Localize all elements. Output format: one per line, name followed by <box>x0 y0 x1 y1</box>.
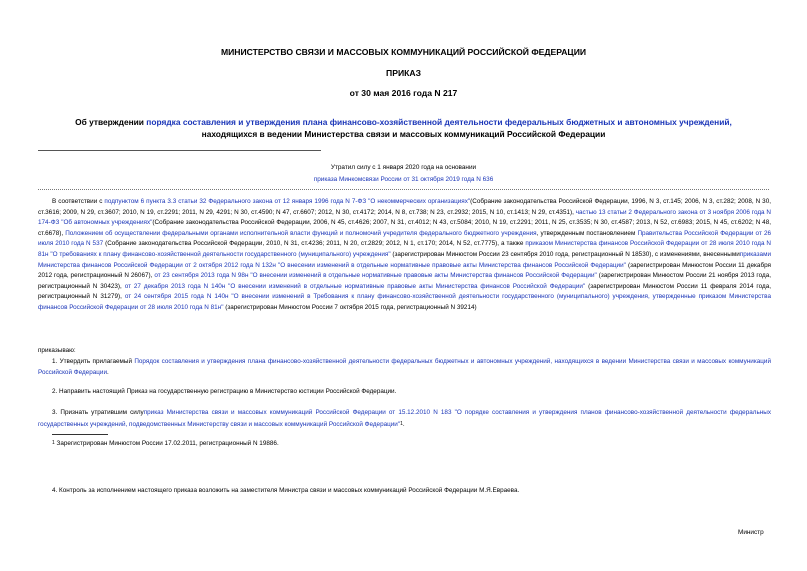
order-link[interactable]: приказами Министерства финансов Российской Федерации от 2 октября 2012 года N 132н "О внесении изменений в отдельные нормативные правовые акты Министерства финансов Российской Федерации" <box>38 250 771 269</box>
regulation-link[interactable]: Положением об осуществлении федеральными органами исполнительной власти функций и полномочий учредителя федерального бюджетного учреждения <box>65 229 537 237</box>
title-link[interactable]: порядка составления и утверждения плана финансово-хозяйственной деятельности федеральных бюджетных и автономных учреждений, <box>146 117 732 127</box>
signature-title: Министр <box>738 529 764 536</box>
document-type: ПРИКАЗ <box>386 68 421 78</box>
preamble-text: , утвержденным постановлением <box>536 229 638 237</box>
preamble-text: (зарегистрирован Минюстом России 11 декабря 2012 года, регистрационный N 26067), <box>38 261 771 280</box>
government-decree-link[interactable]: Правительства Российской Федерации от 26 июля 2010 года N 537 <box>38 229 772 248</box>
item-1-text: 1. Утвердить прилагаемый <box>52 358 135 365</box>
item-3-text: . <box>402 420 405 428</box>
preamble-paragraph <box>38 197 771 314</box>
order-link[interactable]: от 27 декабря 2013 года N 140н "О внесении изменений в отдельные нормативные правовые акты Министерства финансов Российской Федерации" <box>124 282 586 290</box>
footnote-text: Зарегистрирован Минюстом России 17.02.2011, регистрационный N 19886. <box>54 440 279 447</box>
order-link[interactable]: приказом Министерства финансов Российской Федерации от 28 июля 2010 года N 81н "О требованиях к плану финансово-хозяйственной деятельности государственного (муниципального) учреждения" <box>38 240 771 258</box>
repealed-order-link[interactable]: приказ Министерства связи и массовых коммуникаций Российской Федерации от 15.12.2010 N 183 "О порядке составления и утверждения планов финансово-хозяйственной деятельности федеральных государственных учреждений, подведомственных Министерству связи и массовых коммуникаций Российской Федерации" <box>38 409 771 428</box>
status-note-line: Утратил силу с 1 января 2020 года на основании <box>330 164 477 171</box>
preamble-text: (Собрание законодательства Российской Федерации, 2006, N 45, ст.4626; 2007, N 31, ст.4012; N 43, ст.5084; 2010, N 19, ст.2291; 2011, N 25, ст.3535; N 30, ст.4587; 2013, N 52, ст.6983; 2015, N 45, ст.6202; N 48, ст.6678), <box>38 219 771 237</box>
divider-top <box>38 150 321 151</box>
item-3-text: 3. Признать утратившим силу <box>52 409 144 416</box>
preamble-text: (зарегистрирован Минюстом России 7 октября 2015 года, регистрационный N 39214) <box>223 303 477 311</box>
footnote-divider <box>52 434 108 435</box>
procedure-link[interactable]: Порядок составления и утверждения плана финансово-хозяйственной деятельности федеральных бюджетных и автономных учреждений, находящихся в ведении Министерства связи и массовых коммуникаций Российской Федерации <box>38 358 771 376</box>
footnote <box>52 438 752 450</box>
document-date-number: от 30 мая 2016 года N 217 <box>349 88 458 98</box>
ministry-name: МИНИСТЕРСТВО СВЯЗИ И МАССОВЫХ КОММУНИКАЦИЙ РОССИЙСКОЙ ФЕДЕРАЦИИ <box>220 47 587 57</box>
item-4-text: 4. Контроль за исполнением настоящего приказа возложить на заместителя Министра связи и массовых коммуникаций Российской Федерации М.Я.Евраева. <box>52 487 520 494</box>
item-3 <box>38 408 771 430</box>
item-2-text: 2. Направить настоящий Приказ на государственную регистрацию в Министерство юстиции Российской Федерации. <box>52 388 397 395</box>
item-1 <box>38 357 771 378</box>
status-note-link[interactable]: приказа Минкомсвязи России от 31 октября 2019 года N 636 <box>313 176 494 183</box>
divider-dotted <box>38 189 769 190</box>
footnote-mark: 1 <box>52 440 55 446</box>
order-word: приказываю: <box>38 347 76 354</box>
title-suffix: находящихся в ведении Министерства связи и массовых коммуникаций Российской Федерации <box>201 129 606 139</box>
preamble-text: В соответствии с <box>52 198 105 205</box>
law-link[interactable]: частью 13 статьи 2 Федерального закона от 3 ноября 2006 года N 174-ФЗ "Об автономных учреждениях" <box>38 208 771 227</box>
preamble-text: (Собрание законодательства Российской Федерации, 2010, N 31, ст.4236; 2011, N 20, ст.2829; 2012, N 1, ст.170; 2014, N 52, ст.7775), а также <box>103 240 526 248</box>
preamble-text: (Собрание законодательства Российской Федерации, 1996, N 3, ст.145; 2006, N 3, ст.282; 2008, N 30, ст.3616; 2009, N 29, ст.3607; 2010, N 19, ст.2291; 2011, N 29, 4291; N 30, ст.4590; N 47, ст.6607; 2012, N 30, ст.4172; 2014, N 8, ст.738; N 23, ст.2932; 2015, N 10, ст.1413; N 29, ст.4351), <box>38 198 772 216</box>
item-1-text: . <box>106 368 109 376</box>
law-link[interactable]: подпунктом 6 пункта 3.3 статьи 32 Федерального закона от 12 января 1996 года N 7-ФЗ "О некоммерческих организациях" <box>104 198 471 205</box>
item-2 <box>38 387 771 398</box>
title-prefix: Об утверждении <box>75 117 147 127</box>
preamble-text: (зарегистрирован Минюстом России 21 ноября 2013 года, регистрационный N 30423), <box>38 272 771 290</box>
order-link[interactable]: от 24 сентября 2015 года N 140н "О внесении изменений в Требования к плану финансово-хозяйственной деятельности государственного (муниципального) учреждения, утвержденные приказом Министерства финансов Российской Федерации от 28 июля 2010 года N 81н" <box>38 293 772 311</box>
preamble-text: (зарегистрирован Минюстом России 11 февраля 2014 года, регистрационный N 31279), <box>38 282 771 301</box>
order-link[interactable]: от 23 сентября 2013 года N 98н "О внесении изменений в отдельные нормативные правовые акты Министерства финансов Российской Федерации" <box>154 272 597 280</box>
item-4 <box>38 486 771 497</box>
preamble-text: (зарегистрирован Минюстом России 23 сентября 2010 года, регистрационный N 18530), с изменениями, внесенными <box>390 250 740 258</box>
document-title <box>60 116 747 140</box>
footnote-ref[interactable]: 1 <box>400 420 403 427</box>
